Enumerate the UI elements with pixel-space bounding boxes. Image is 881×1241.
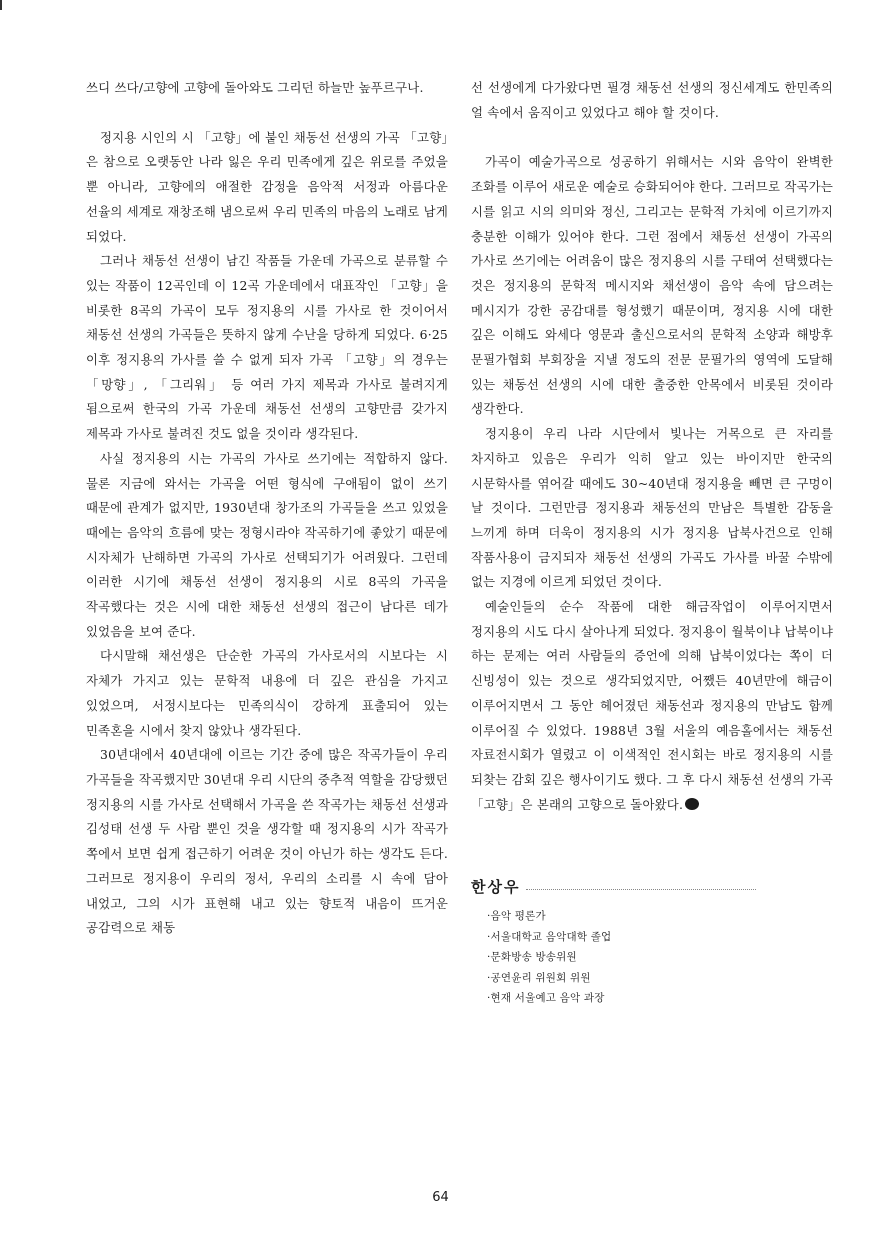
- paragraph: 정지용 시인의 시 「고향」에 붙인 채동선 선생의 가곡 「고향」은 참으로 오랫동안 나라 잃은 우리 민족에게 깊은 위로를 주었을 뿐 아니라, 고향에의 애절한 감정을 음악적 서정과 아름다운 선율의 세계로 재창조해 냄으로써 우리 민족의 마음의 노래로 남게 되었다.: [86, 129, 448, 244]
- paragraph-continued: 선 선생에게 다가왔다면 필경 채동선 선생의 정신세계도 한민족의 얼 속에서 움직이고 있었다고 해야 할 것이다.: [471, 80, 833, 120]
- paragraph: 정지용이 우리 나라 시단에서 빛나는 거목으로 큰 자리를 차지하고 있음은 우리가 익히 알고 있는 바이지만 한국의 시문학사를 엮어갈 때에도 30~40년대 정지용을 빼면 큰 구멍이 날 것이다. 그런만큼 정지용과 채동선의 만남은 특별한 감동을 느끼게 하며 더욱이 정지용의 시가 정지용 납북사건으로 인해 작품사용이 금지되자 채동선 선생의 가곡도 가사를 바꿀 수밖에 없는 지경에 이르게 되었던 것이다.: [471, 426, 833, 590]
- author-bio-header: [471, 875, 833, 900]
- end-mark-icon: [685, 798, 699, 810]
- author-name: 한상우: [471, 878, 521, 897]
- final-paragraph-text: 예술인들의 순수 작품에 대한 해금작업이 이루어지면서 정지용의 시도 다시 살아나게 되었다. 정지용이 월북이냐 납북이냐 하는 문제는 여러 사람들의 증언에 의해 납북이었다는 쪽이 더 신빙성이 있는 것으로 생각되었지만, 어쨌든 40년만에 해금이 이루어지면서 그 동안 헤어졌던 채동선과 정지용의 만남도 함께 이루어질 수 있었다. 1988년 3월 서울의 예음홀에서는 채동선 자료전시회가 열렸고 이 이색적인 전시회는 바로 정지용의 시를 되찾는 감회 깊은 행사이기도 했다. 그 후 다시 채동선 선생의 가곡 「고향」은 본래의 고향으로 돌아왔다.: [471, 599, 833, 812]
- page-number: 64: [432, 1190, 449, 1205]
- author-bio: [471, 875, 833, 1008]
- credential-item: ·공연윤리 위원회 위원: [487, 971, 591, 984]
- credential-item: ·서울대학교 음악대학 졸업: [487, 930, 612, 943]
- credential-item: ·문화방송 방송위원: [487, 951, 577, 964]
- paragraph: 사실 정지용의 시는 가곡의 가사로 쓰기에는 적합하지 않다. 물론 지금에 와서는 가곡을 어떤 형식에 구애됨이 없이 쓰기 때문에 관계가 없지만, 1930년대 창가조의 가곡들을 쓰고 있었을 때에는 음악의 흐름에 맞는 정형시라야 작곡하기에 좋았기 때문에 시자체가 난해하면 가곡의 가사로 선택되기가 어려웠다. 그런데 이러한 시기에 채동선 선생이 정지용의 시로 8곡의 가곡을 작곡했다는 것은 시에 대한 채동선 선생의 접근이 남다른 데가 있었음을 보여 준다.: [86, 450, 448, 639]
- right-column: [471, 76, 833, 1009]
- credential-item: ·음악 평론가: [487, 910, 546, 923]
- paragraph: 가곡이 예술가곡으로 성공하기 위해서는 시와 음악이 완벽한 조화를 이루어 새로운 예술로 승화되어야 한다. 그러므로 작곡가는 시를 읽고 시의 의미와 정신, 그리고는 문학적 가치에 이르기까지 충분한 이해가 있어야 한다. 그런 점에서 채동선 선생이 가곡의 가사로 쓰기에는 어려움이 많은 정지용의 시를 구태여 선택했다는 것은 정지용의 문학적 메시지와 채선생이 음악 속에 담으려는 메시지가 강한 공감대를 형성했기 때문이며, 정지용 시에 대한 깊은 이해도 와세다 영문과 출신으로서의 문학적 소양과 해방후 문필가협회 부회장을 지낼 정도의 전문 문필가의 영역에 도달해 있는 채동선 선생의 시에 대한 출중한 안목에서 비롯된 것이라 생각한다.: [471, 154, 833, 417]
- paragraph: 그러나 채동선 선생이 남긴 작품들 가운데 가곡으로 분류할 수 있는 작품이 12곡인데 이 12곡 가운데에서 대표작인 「고향」을 비롯한 8곡의 가곡이 모두 정지용의 시를 가사로 한 것이어서 채동선 선생의 가곡들은 뜻하지 않게 수난을 당하게 되었다. 6·25 이후 정지용의 가사를 쓸 수 없게 되자 가곡 「고향」의 경우는 「망향」, 「그리워」 등 여러 가지 제목과 가사로 불려지게 됨으로써 한국의 가곡 가운데 채동선 선생의 고향만큼 갖가지 제목과 가사로 불려진 것도 없을 것이라 생각된다.: [86, 253, 448, 442]
- dotted-divider: [526, 889, 756, 890]
- paragraph-final: [471, 595, 833, 817]
- credential-item: ·현재 서울예고 음악 과장: [487, 992, 605, 1005]
- scan-edge-mark: [0, 0, 2, 10]
- poem-fragment: 쓰디 쓰다/고향에 고향에 돌아와도 그리던 하늘만 높푸르구나.: [86, 80, 424, 95]
- paragraph: 30년대에서 40년대에 이르는 기간 중에 많은 작곡가들이 우리 가곡들을 작곡했지만 30년대 우리 시단의 중추적 역할을 감당했던 정지용의 시를 가사로 선택해서 가곡을 쓴 작곡가는 채동선 선생과 김성태 선생 두 사람 뿐인 것을 생각할 때 정지용의 시가 작곡가 쪽에서 보면 쉽게 접근하기 어려운 것이 아닌가 하는 생각도 든다. 그러므로 정지용이 우리의 정서, 우리의 소리를 시 속에 담아 내었고, 그의 시가 표현해 내고 있는 향토적 내음이 뜨거운 공감력으로 채동: [86, 747, 448, 936]
- paragraph: 다시말해 채선생은 단순한 가곡의 가사로서의 시보다는 시 자체가 가지고 있는 문학적 내용에 더 깊은 관심을 가지고 있었으며, 서정시보다는 민족의식이 강하게 표출되어 있는 민족혼을 시에서 찾지 않았나 생각된다.: [86, 648, 448, 738]
- author-credentials: [487, 906, 833, 1009]
- left-column: [86, 76, 448, 941]
